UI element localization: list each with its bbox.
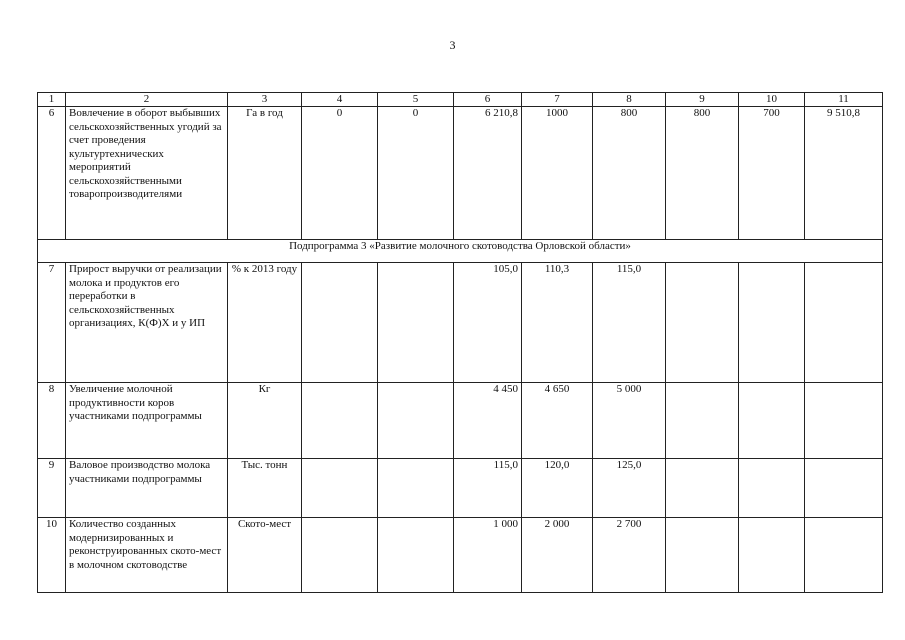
value-cell: 2 000: [522, 518, 593, 593]
row-number: 7: [38, 263, 66, 383]
column-header: 11: [805, 93, 883, 107]
unit-cell: Га в год: [228, 107, 302, 240]
value-cell: [805, 383, 883, 459]
column-header: 1: [38, 93, 66, 107]
value-cell: 4 450: [454, 383, 522, 459]
column-header: 10: [739, 93, 805, 107]
row-number: 8: [38, 383, 66, 459]
value-cell: 105,0: [454, 263, 522, 383]
row-number: 10: [38, 518, 66, 593]
value-cell: [739, 459, 805, 518]
table-row: [38, 107, 883, 240]
table-row: [38, 263, 883, 383]
value-cell: [378, 518, 454, 593]
value-cell: 115,0: [593, 263, 666, 383]
value-cell: [302, 518, 378, 593]
value-cell: [805, 459, 883, 518]
column-header: 2: [66, 93, 228, 107]
value-cell: 125,0: [593, 459, 666, 518]
value-cell: 0: [378, 107, 454, 240]
indicator-name: Валовое производство молока участниками подпрограммы: [66, 459, 228, 518]
page-number: 3: [449, 38, 456, 52]
table-row: [38, 518, 883, 593]
column-header: 8: [593, 93, 666, 107]
indicators-table: [37, 92, 883, 593]
value-cell: [302, 383, 378, 459]
value-cell: 4 650: [522, 383, 593, 459]
value-cell: 5 000: [593, 383, 666, 459]
value-cell: [666, 383, 739, 459]
value-cell: [739, 518, 805, 593]
row-number: 9: [38, 459, 66, 518]
subprogram-title: Подпрограмма 3 «Развитие молочного скотоводства Орловской области»: [38, 240, 883, 263]
value-cell: 120,0: [522, 459, 593, 518]
unit-cell: Тыс. тонн: [228, 459, 302, 518]
value-cell: 115,0: [454, 459, 522, 518]
value-cell: 0: [302, 107, 378, 240]
value-cell: 800: [666, 107, 739, 240]
value-cell: 2 700: [593, 518, 666, 593]
value-cell: 800: [593, 107, 666, 240]
indicator-name: Прирост выручки от реализации молока и продуктов его переработки в сельскохозяйственных организациях, К(Ф)Х и у ИП: [66, 263, 228, 383]
value-cell: [302, 263, 378, 383]
value-cell: [739, 263, 805, 383]
value-cell: [378, 383, 454, 459]
indicator-name: Вовлечение в оборот выбывших сельскохозяйственных угодий за счет проведения культуртехнических мероприятий сельскохозяйственными товаропроизводителями: [66, 107, 228, 240]
column-number-header-row: [38, 93, 883, 107]
value-cell: [805, 518, 883, 593]
value-cell: [378, 459, 454, 518]
value-cell: [666, 263, 739, 383]
indicator-name: Количество созданных модернизированных и реконструированных ското-мест в молочном скотоводстве: [66, 518, 228, 593]
row-number: 6: [38, 107, 66, 240]
table-row: [38, 383, 883, 459]
column-header: 9: [666, 93, 739, 107]
value-cell: 9 510,8: [805, 107, 883, 240]
value-cell: 6 210,8: [454, 107, 522, 240]
column-header: 3: [228, 93, 302, 107]
subprogram-row: [38, 240, 883, 263]
value-cell: 1 000: [454, 518, 522, 593]
unit-cell: Кг: [228, 383, 302, 459]
value-cell: 1000: [522, 107, 593, 240]
unit-cell: Ското-мест: [228, 518, 302, 593]
indicator-name: Увеличение молочной продуктивности коров участниками подпрограммы: [66, 383, 228, 459]
table-row: [38, 459, 883, 518]
unit-cell: % к 2013 году: [228, 263, 302, 383]
column-header: 4: [302, 93, 378, 107]
value-cell: [739, 383, 805, 459]
value-cell: [666, 518, 739, 593]
value-cell: [302, 459, 378, 518]
column-header: 6: [454, 93, 522, 107]
value-cell: 110,3: [522, 263, 593, 383]
value-cell: [805, 263, 883, 383]
column-header: 7: [522, 93, 593, 107]
column-header: 5: [378, 93, 454, 107]
value-cell: [666, 459, 739, 518]
value-cell: 700: [739, 107, 805, 240]
value-cell: [378, 263, 454, 383]
